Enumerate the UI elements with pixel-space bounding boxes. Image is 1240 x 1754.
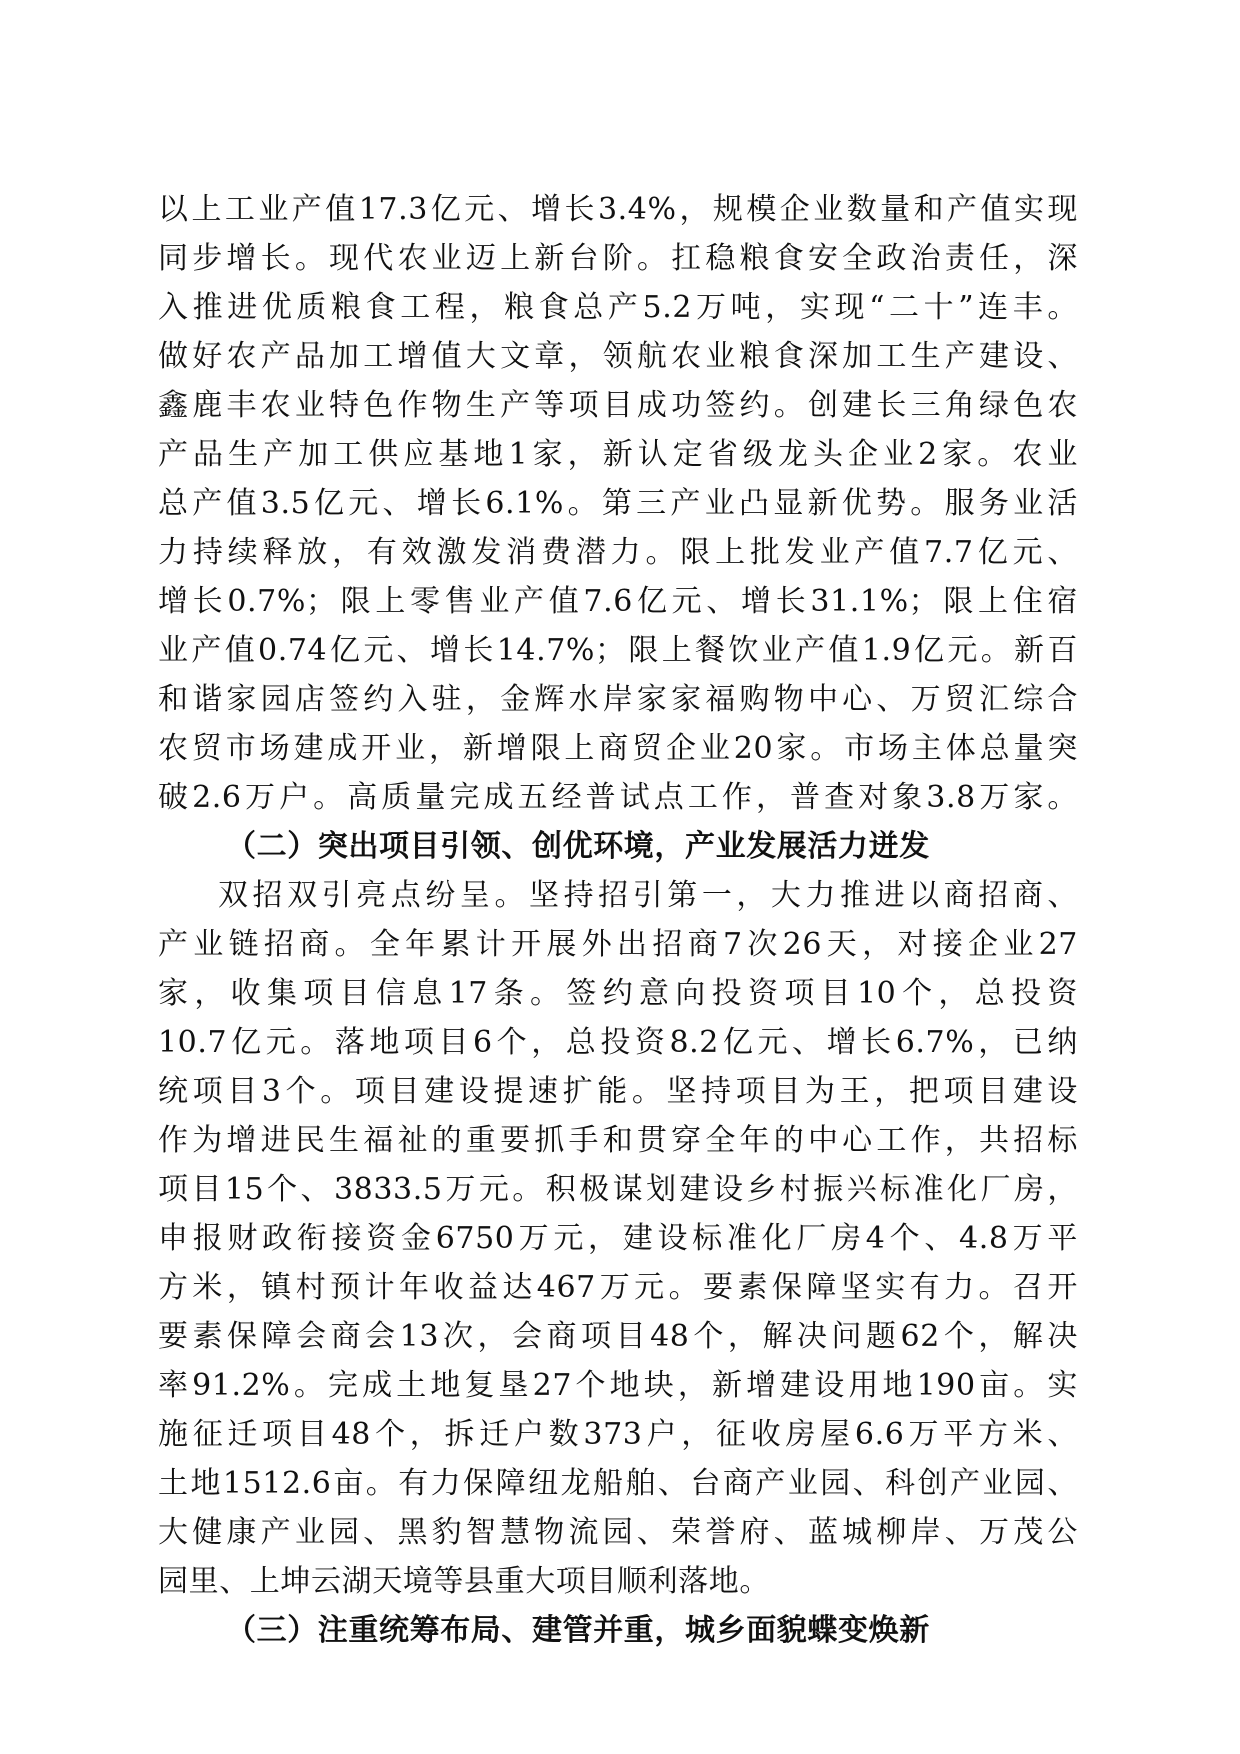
text-line: 力持续释放，有效激发消费潜力。限上批发业产值7.7亿元、 xyxy=(158,535,1078,570)
section-heading-2: （二）突出项目引领、创优环境，产业发展活力迸发 xyxy=(226,829,930,864)
text-line: 作为增进民生福祉的重要抓手和贯穿全年的中心工作，共招标 xyxy=(158,1123,1078,1158)
text-line: 业产值0.74亿元、增长14.7%；限上餐饮业产值1.9亿元。新百 xyxy=(158,633,1078,668)
text-line: 以上工业产值17.3亿元、增长3.4%，规模企业数量和产值实现 xyxy=(158,192,1078,227)
text-line: 施征迁项目48个，拆迁户数373户，征收房屋6.6万平方米、 xyxy=(158,1417,1078,1452)
text-line: 做好农产品加工增值大文章，领航农业粮食深加工生产建设、 xyxy=(158,339,1078,374)
text-line: 土地1512.6亩。有力保障纽龙船舶、台商产业园、科创产业园、 xyxy=(158,1466,1078,1501)
text-line: 同步增长。现代农业迈上新台阶。扛稳粮食安全政治责任，深 xyxy=(158,241,1078,276)
text-line: 统项目3个。项目建设提速扩能。坚持项目为王，把项目建设 xyxy=(158,1074,1078,1109)
text-line: 和谐家园店签约入驻，金辉水岸家家福购物中心、万贸汇综合 xyxy=(158,682,1078,717)
text-line: 家，收集项目信息17条。签约意向投资项目10个，总投资 xyxy=(158,976,1078,1011)
text-line: 鑫鹿丰农业特色作物生产等项目成功签约。创建长三角绿色农 xyxy=(158,388,1078,423)
text-line: 产业链招商。全年累计开展外出招商7次26天，对接企业27 xyxy=(158,927,1078,962)
text-line: 项目15个、3833.5万元。积极谋划建设乡村振兴标准化厂房， xyxy=(158,1172,1078,1207)
text-line: 方米，镇村预计年收益达467万元。要素保障坚实有力。召开 xyxy=(158,1270,1078,1305)
text-line: 率91.2%。完成土地复垦27个地块，新增建设用地190亩。实 xyxy=(158,1368,1078,1403)
text-line: 产品生产加工供应基地1家，新认定省级龙头企业2家。农业 xyxy=(158,437,1078,472)
text-line: 总产值3.5亿元、增长6.1%。第三产业凸显新优势。服务业活 xyxy=(158,486,1078,521)
document-body xyxy=(158,185,1078,1655)
text-line: 要素保障会商会13次，会商项目48个，解决问题62个，解决 xyxy=(158,1319,1078,1354)
paragraph-start-line: 双招双引亮点纷呈。坚持招引第一，大力推进以商招商、 xyxy=(218,878,1078,913)
paragraph-end-line: 园里、上坤云湖天境等县重大项目顺利落地。 xyxy=(158,1564,770,1599)
text-line: 入推进优质粮食工程，粮食总产5.2万吨，实现“二十”连丰。 xyxy=(158,290,1078,325)
text-line: 10.7亿元。落地项目6个，总投资8.2亿元、增长6.7%，已纳 xyxy=(158,1025,1078,1060)
text-line: 农贸市场建成开业，新增限上商贸企业20家。市场主体总量突 xyxy=(158,731,1078,766)
section-heading-3: （三）注重统筹布局、建管并重，城乡面貌蝶变焕新 xyxy=(226,1613,930,1648)
text-line: 大健康产业园、黑豹智慧物流园、荣誉府、蓝城柳岸、万茂公 xyxy=(158,1515,1078,1550)
text-line: 申报财政衔接资金6750万元，建设标准化厂房4个、4.8万平 xyxy=(158,1221,1078,1256)
text-line: 破2.6万户。高质量完成五经普试点工作，普查对象3.8万家。 xyxy=(158,780,1078,815)
text-line: 增长0.7%；限上零售业产值7.6亿元、增长31.1%；限上住宿 xyxy=(158,584,1078,619)
